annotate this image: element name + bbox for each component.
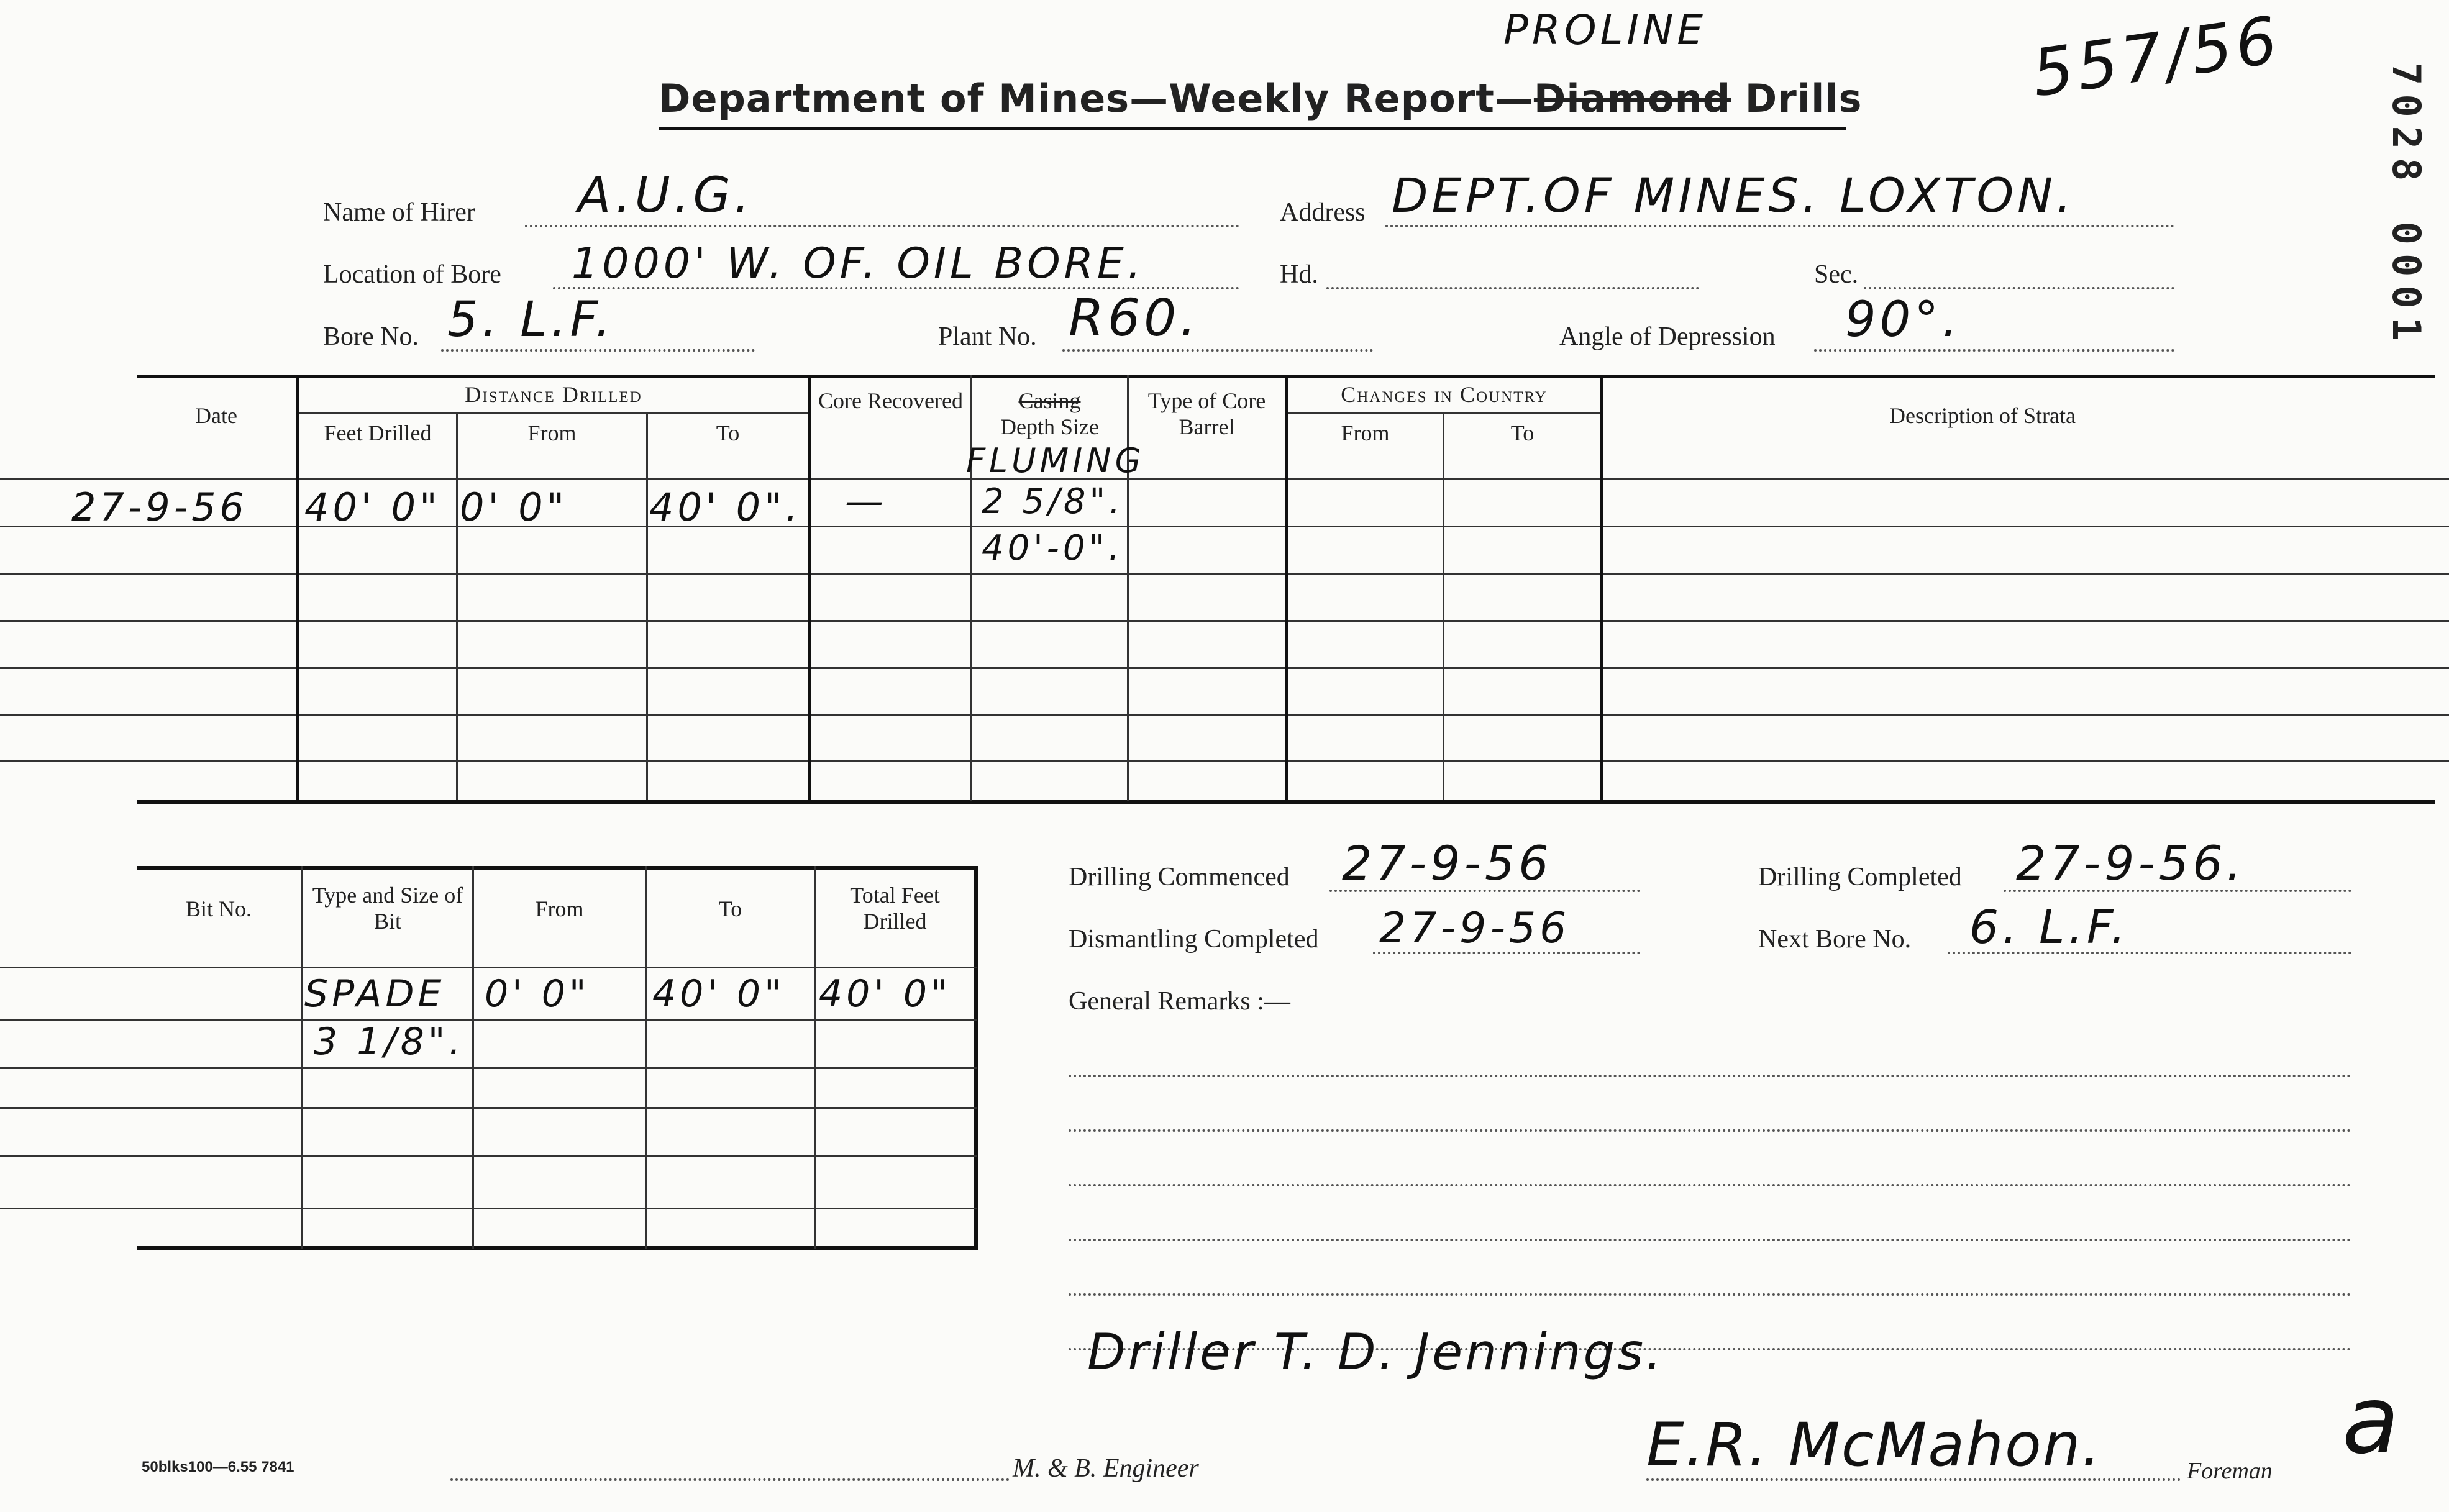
drilling-commenced-label: Drilling Commenced bbox=[1069, 863, 1290, 891]
title-underline bbox=[659, 127, 1846, 130]
hd-label: Hd. bbox=[1280, 260, 1318, 289]
drill-row-rule bbox=[0, 714, 2449, 716]
title-suffix: Drills bbox=[1731, 76, 1863, 121]
dismantling-completed-label: Dismantling Completed bbox=[1069, 925, 1319, 954]
depth-size-label: Depth Size bbox=[1000, 414, 1099, 439]
reference-number: 557/56 bbox=[2027, 1, 2286, 112]
bit-row-rule bbox=[0, 1107, 977, 1109]
foreman-signature: E.R. McMahon. bbox=[1646, 1410, 2102, 1480]
title-struck-word: Diamond bbox=[1533, 76, 1731, 121]
proline-note: PROLINE bbox=[1503, 6, 1707, 54]
distance-drilled-header: Distance Drilled bbox=[465, 382, 642, 407]
core-recovered-header: Core Recovered bbox=[818, 388, 963, 413]
bore-no-line bbox=[441, 349, 755, 352]
remarks-line bbox=[1069, 1184, 2351, 1186]
plant-no-label: Plant No. bbox=[938, 322, 1037, 351]
bit-row-rule bbox=[0, 1155, 977, 1157]
to-header: To bbox=[716, 421, 740, 445]
hd-line bbox=[1326, 287, 1699, 289]
dismantling-completed-value: 27-9-56 bbox=[1379, 904, 1571, 953]
angle-value: 90°. bbox=[1845, 292, 1962, 348]
initial-mark: a bbox=[2342, 1367, 2399, 1475]
row1-date: 27-9-56 bbox=[71, 485, 248, 530]
drill-row-rule bbox=[0, 573, 2449, 575]
from-header: From bbox=[527, 421, 577, 445]
casing-depth-size-header bbox=[972, 388, 1127, 440]
row1-core: — bbox=[845, 478, 887, 524]
plant-no-line bbox=[1062, 349, 1373, 352]
bit-row-rule bbox=[0, 1019, 977, 1021]
address-value: DEPT.OF MINES. LOXTON. bbox=[1392, 168, 2076, 223]
distance-group-rule bbox=[298, 412, 808, 414]
row1-to: 40' 0". bbox=[649, 485, 802, 530]
bit-col-divider bbox=[645, 866, 647, 1249]
bore-no-label: Bore No. bbox=[323, 322, 419, 351]
row1-from: 0' 0" bbox=[460, 485, 568, 530]
general-remarks-label: General Remarks :— bbox=[1069, 987, 1290, 1016]
angle-label: Angle of Depression bbox=[1559, 322, 1776, 351]
drill-row-rule bbox=[0, 760, 2449, 762]
name-of-hirer-line bbox=[525, 225, 1239, 227]
changes-to-header: To bbox=[1510, 421, 1535, 445]
bit-row1-type: SPADE bbox=[304, 972, 445, 1016]
next-bore-label: Next Bore No. bbox=[1758, 925, 1912, 954]
print-code: 50blks100—6.55 7841 bbox=[142, 1459, 294, 1475]
angle-line bbox=[1814, 349, 2174, 352]
description-of-strata-header: Description of Strata bbox=[1889, 403, 2076, 428]
drill-col-divider bbox=[808, 375, 811, 801]
drilling-completed-label: Drilling Completed bbox=[1758, 863, 1962, 891]
bit-col-divider bbox=[472, 866, 474, 1249]
bit-row-rule bbox=[0, 1208, 977, 1209]
bore-no-value: 5. L.F. bbox=[447, 292, 615, 348]
plant-no-value: R60. bbox=[1069, 289, 1200, 348]
total-feet-header: Total Feet Drilled bbox=[850, 883, 940, 934]
changes-group-rule bbox=[1286, 412, 1603, 414]
bit-row1-size: 3 1/8". bbox=[314, 1020, 465, 1063]
drilling-completed-value: 27-9-56. bbox=[2016, 836, 2245, 891]
engineer-label: M. & B. Engineer bbox=[1013, 1454, 1199, 1483]
drill-col-divider bbox=[646, 412, 648, 800]
bit-to-header: To bbox=[718, 896, 742, 921]
bit-row1-total: 40' 0" bbox=[819, 972, 952, 1016]
report-title bbox=[659, 76, 1862, 121]
bit-row1-to: 40' 0" bbox=[652, 972, 785, 1016]
changes-from-header: From bbox=[1341, 421, 1390, 445]
type-size-header: Type and Size of Bit bbox=[312, 883, 463, 934]
bit-no-header: Bit No. bbox=[185, 896, 252, 921]
driller-note: Driller T. D. Jennings. bbox=[1087, 1323, 1664, 1381]
row1-feet: 40' 0" bbox=[304, 485, 441, 530]
address-line bbox=[1385, 225, 2174, 227]
date-header: Date bbox=[195, 403, 237, 428]
remarks-line bbox=[1069, 1293, 2351, 1296]
remarks-line bbox=[1069, 1239, 2351, 1241]
row1-depth-size-b: 40'-0". bbox=[982, 528, 1124, 568]
name-of-hirer-label: Name of Hirer bbox=[323, 198, 475, 227]
casing-struck: Casing bbox=[1018, 388, 1081, 413]
remarks-line bbox=[1069, 1129, 2351, 1132]
bit-row1-from: 0' 0" bbox=[485, 972, 590, 1016]
engineer-line bbox=[450, 1478, 1010, 1481]
bit-from-header: From bbox=[535, 896, 584, 921]
bit-table-right-border bbox=[974, 866, 978, 1250]
row1-casing-note: FLUMING bbox=[966, 441, 1145, 480]
drilling-commenced-value: 27-9-56 bbox=[1342, 836, 1553, 891]
feet-drilled-header: Feet Drilled bbox=[324, 421, 432, 445]
name-of-hirer-value: A.U.G. bbox=[578, 168, 754, 224]
drill-row-rule bbox=[0, 620, 2449, 622]
drill-header-rule bbox=[0, 478, 2449, 480]
bit-row-rule bbox=[0, 1067, 977, 1069]
drill-col-divider bbox=[1443, 412, 1444, 800]
title-prefix: Department of Mines—Weekly Report— bbox=[659, 76, 1534, 121]
drill-row-rule bbox=[0, 667, 2449, 669]
location-value: 1000' W. OF. OIL BORE. bbox=[572, 239, 1145, 288]
sec-line bbox=[1864, 287, 2174, 289]
bit-header-rule bbox=[0, 967, 977, 968]
bit-table-bottom-border bbox=[137, 1246, 977, 1250]
foreman-line bbox=[1646, 1478, 2181, 1481]
address-label: Address bbox=[1280, 198, 1366, 227]
core-barrel-header: Type of Core Barrel bbox=[1147, 388, 1266, 439]
changes-in-country-header: Changes in Country bbox=[1341, 382, 1548, 407]
drill-col-divider bbox=[1600, 375, 1603, 801]
next-bore-value: 6. L.F. bbox=[1969, 901, 2130, 954]
drill-col-divider bbox=[456, 412, 458, 800]
foreman-label: Foreman bbox=[2187, 1458, 2273, 1484]
row1-depth-size-a: 2 5/8". bbox=[982, 481, 1124, 522]
location-label: Location of Bore bbox=[323, 260, 501, 289]
side-number: 7028 0001 bbox=[2384, 62, 2429, 349]
bit-table-top-border bbox=[137, 866, 977, 870]
remarks-line bbox=[1069, 1075, 2351, 1077]
sec-label: Sec. bbox=[1814, 260, 1859, 289]
